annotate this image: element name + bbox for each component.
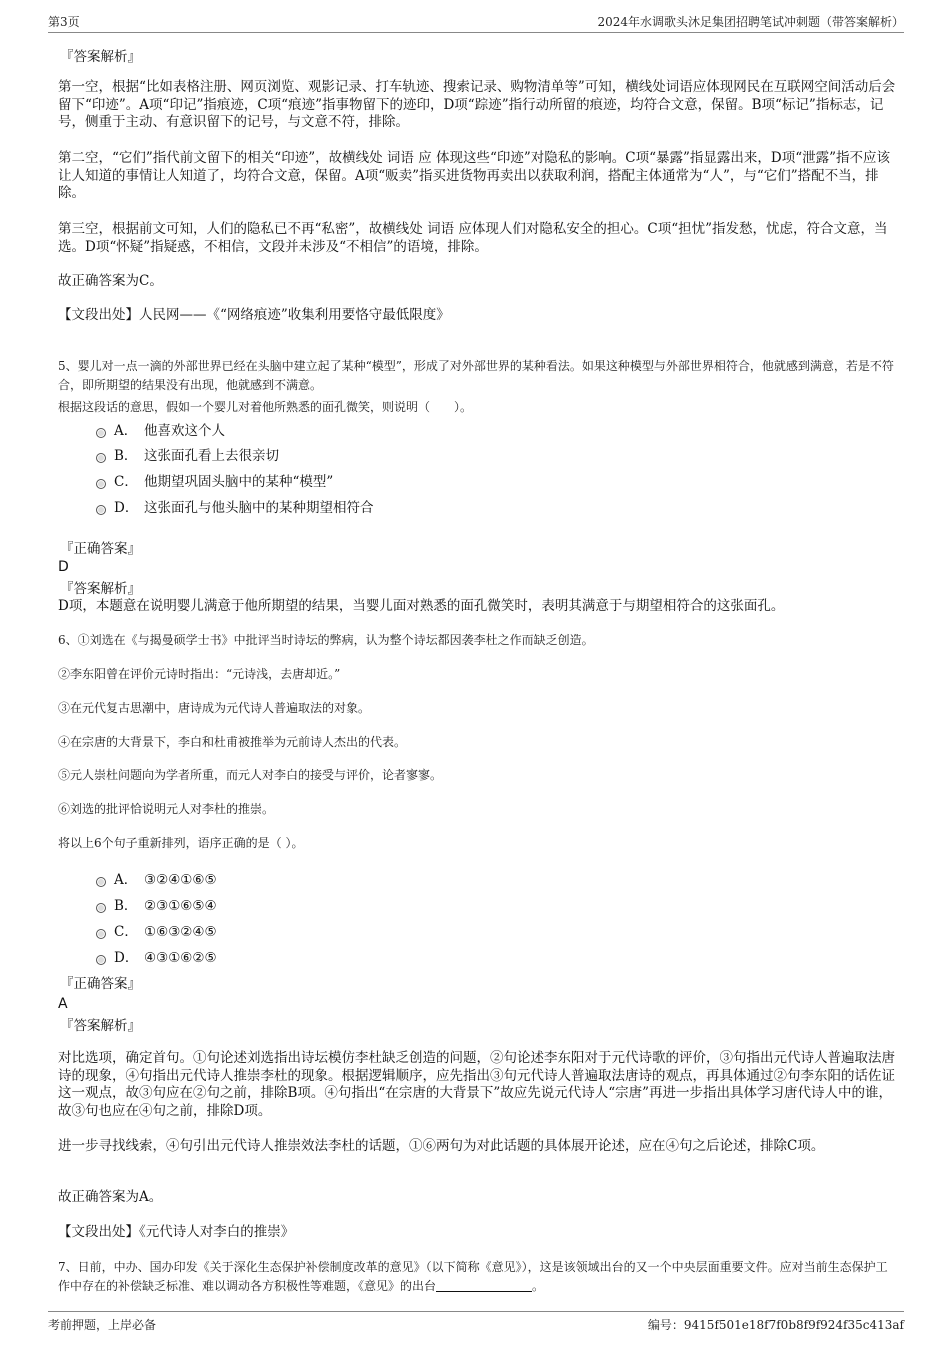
q6-option-b[interactable] <box>96 897 217 915</box>
q4-analysis-para3: 第三空，根据前文可知，人们的隐私已不再“私密”，故横线处 词语 应体现人们对隐私安全的担心。C项“担忧”指发愁，忧虑，符合文意，当选。D项“怀疑”指疑惑，不相信，文段并未涉及“不相信”的语境，排除。 <box>58 221 888 255</box>
option-text: 他喜欢这个人 <box>144 423 225 439</box>
q6-correct-label: 『正确答案』 <box>60 976 141 992</box>
option-key: C． <box>114 924 138 940</box>
option-key: A． <box>114 423 138 439</box>
page-number: 第3页 <box>48 15 80 29</box>
q4-analysis-para2: 第二空，“它们”指代前文留下的相关“印迹”，故横线处 词语 应 体现这些“印迹”对隐私的影响。C项“暴露”指显露出来，D项“泄露”指不应该让人知道的事情让人知道了，均符合文意，保留。A项“贩卖”指买进货物再卖出以获取利润，搭配主体通常为“人”，与“它们”搭配不当，排除。 <box>58 150 891 201</box>
radio-button[interactable] <box>96 453 106 463</box>
q6-option-a[interactable] <box>96 871 217 889</box>
q4-analysis-label: 『答案解析』 <box>60 49 141 65</box>
radio-button[interactable] <box>96 428 106 438</box>
option-key: C． <box>114 474 138 490</box>
option-text: ③②④①⑥⑤ <box>144 872 217 888</box>
option-key: B． <box>114 898 138 914</box>
q6-sentence-2: ②李东阳曾在评价元诗时指出：“元诗浅，去唐却近。” <box>58 667 341 681</box>
page-header <box>48 10 904 33</box>
q5-question: 根据这段话的意思，假如一个婴儿对着他所熟悉的面孔微笑，则说明（ ）。 <box>58 400 473 414</box>
q7-stem <box>58 1258 896 1296</box>
q6-sentence-6: ⑥刘选的批评恰说明元人对李杜的推崇。 <box>58 802 275 816</box>
q5-option-c[interactable] <box>96 473 333 491</box>
q5-option-b[interactable] <box>96 447 279 465</box>
q5-stem: 5、婴儿对一点一滴的外部世界已经在头脑中建立起了某种“模型”，形成了对外部世界的某种看法。如果这种模型与外部世界相符合，他就感到满意，若是不符合，即所期望的结果没有出现，他就感到不满意。 <box>58 359 894 392</box>
q6-analysis-label: 『答案解析』 <box>60 1018 141 1034</box>
q6-conclusion: 故正确答案为A。 <box>58 1189 163 1205</box>
footer-slogan: 考前押题，上岸必备 <box>48 1318 157 1332</box>
q4-source: 【文段出处】人民网——《“网络痕迹”收集利用要恪守最低限度》 <box>58 307 450 323</box>
q6-sentence-5: ⑤元人崇杜问题向为学者所重，而元人对李白的接受与评价，论者寥寥。 <box>58 768 443 782</box>
page-footer <box>48 1311 904 1336</box>
q6-analysis-para2: 进一步寻找线索，④句引出元代诗人推崇效法李杜的话题，①⑥两句为对此话题的具体展开论述，应在④句之后论述，排除C项。 <box>58 1138 825 1154</box>
option-key: D． <box>114 950 139 966</box>
q6-question: 将以上6个句子重新排列，语序正确的是（ ）。 <box>58 836 304 850</box>
option-key: D． <box>114 500 139 516</box>
q5-option-a[interactable] <box>96 422 225 440</box>
q5-correct-answer: D <box>58 559 69 575</box>
q6-sentence-1: 6、①刘选在《与揭曼硕学士书》中批评当时诗坛的弊病，认为整个诗坛都因袭李杜之作而缺乏创造。 <box>58 633 594 647</box>
option-text: ②③①⑥⑤④ <box>144 898 217 914</box>
option-text: ④③①⑥②⑤ <box>144 950 217 966</box>
radio-button[interactable] <box>96 505 106 515</box>
option-text: ①⑥③②④⑤ <box>144 924 217 940</box>
option-text: 这张面孔与他头脑中的某种期望相符合 <box>144 500 374 516</box>
radio-button[interactable] <box>96 877 106 887</box>
q5-analysis-label: 『答案解析』 <box>60 581 141 597</box>
q6-sentence-3: ③在元代复古思潮中，唐诗成为元代诗人普遍取法的对象。 <box>58 701 371 715</box>
radio-button[interactable] <box>96 479 106 489</box>
q6-analysis-para1: 对比选项，确定首句。①句论述刘选指出诗坛模仿李杜缺乏创造的问题，②句论述李东阳对于元代诗歌的评价，③句指出元代诗人普遍取法唐诗的现象，④句指出元代诗人推崇李杜的现象。根据逻辑顺序，应先指出③句元代诗人普遍取法唐诗的观点，再具体通过②句李东阳的话佐证这一观点，故③句应在②句之前，排除B项。④句指出“在宗唐的大背景下”故应先说元代诗人“宗唐”再进一步指出具体学习唐代诗人中的谁，故③句也应在④句之前，排除D项。 <box>58 1050 895 1119</box>
q4-analysis-para1: 第一空，根据“比如表格注册、网页浏览、观影记录、打车轨迹、搜索记录、购物清单等”可知，横线处词语应体现网民在互联网空间活动后会留下“印迹”。A项“印记”指痕迹，C项“痕迹”指事物留下的迹印，D项“踪迹”指行动所留的痕迹，均符合文意，保留。B项“标记”指标志，记号，侧重于主动、有意识留下的记号，与文意不符，排除。 <box>58 79 896 130</box>
q6-sentence-4: ④在宗唐的大背景下，李白和杜甫被推举为元前诗人杰出的代表。 <box>58 735 407 749</box>
radio-button[interactable] <box>96 903 106 913</box>
q7-stem-text: 7、日前，中办、国办印发《关于深化生态保护补偿制度改革的意见》（以下简称《意见》），这是该领域出台的又一个中央层面重要文件。应对当前生态保护工作中存在的补偿缺乏标准、难以调动各方积极性等难题，《意见》的出台 <box>58 1260 888 1293</box>
q5-analysis: D项，本题意在说明婴儿满意于他所期望的结果，当婴儿面对熟悉的面孔微笑时，表明其满意于与期望相符合的这张面孔。 <box>58 598 785 614</box>
q4-conclusion: 故正确答案为C。 <box>58 273 163 289</box>
q5-option-d[interactable] <box>96 499 374 517</box>
q7-stem-end: 。 <box>532 1279 545 1293</box>
answer-blank[interactable] <box>436 1279 532 1292</box>
radio-button[interactable] <box>96 929 106 939</box>
document-title: 2024年水调歌头沐足集团招聘笔试冲刺题（带答案解析） <box>597 15 904 29</box>
option-text: 这张面孔看上去很亲切 <box>144 448 279 464</box>
q5-correct-label: 『正确答案』 <box>60 541 141 557</box>
option-text: 他期望巩固头脑中的某种“模型” <box>144 474 334 490</box>
radio-button[interactable] <box>96 955 106 965</box>
option-key: B． <box>114 448 138 464</box>
document-code: 编号：9415f501e18f7f0b8f9f924f35c413af <box>647 1318 904 1332</box>
q6-correct-answer: A <box>58 996 68 1012</box>
q6-option-d[interactable] <box>96 949 217 967</box>
option-key: A． <box>114 872 138 888</box>
q6-option-c[interactable] <box>96 923 217 941</box>
q6-source: 【文段出处】《元代诗人对李白的推崇》 <box>58 1224 295 1240</box>
